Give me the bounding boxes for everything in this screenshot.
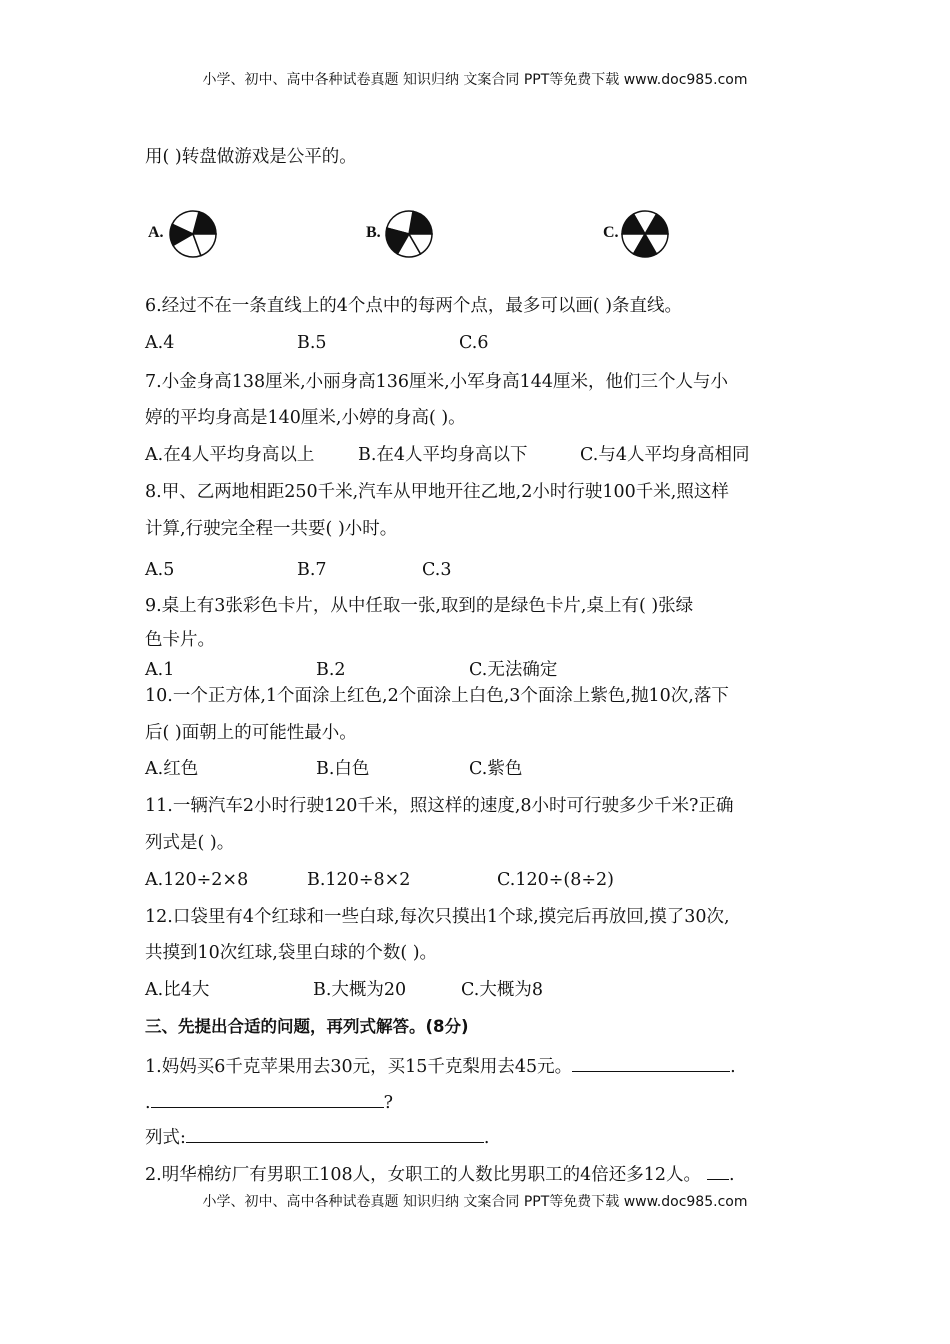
- q7-option-a: A.在4人平均身高以上: [145, 445, 315, 465]
- page-header: 小学、初中、高中各种试卷真题 知识归纳 文案合同 PPT等免费下载 www.doc985.com: [202, 72, 748, 88]
- problem-1-line2: [145, 1089, 393, 1115]
- q8-option-c: C.3: [422, 560, 452, 580]
- q10-option-c: C.紫色: [469, 759, 523, 779]
- q6-option-c: C.6: [459, 333, 489, 353]
- q9-option-b: B.2: [316, 660, 346, 680]
- q12-option-a: A.比4大: [145, 980, 210, 1000]
- q9-option-a: A.1: [145, 660, 175, 680]
- problem-1-formula-blank[interactable]: [186, 1124, 484, 1143]
- punct: .: [483, 1128, 490, 1148]
- q12-line2: 共摸到10次红球,袋里白球的个数( )。: [145, 943, 438, 963]
- punct: .: [145, 1093, 151, 1113]
- q6-option-a: A.4: [145, 333, 175, 353]
- q10-option-b: B.白色: [316, 759, 370, 779]
- punct: .: [730, 1057, 736, 1077]
- problem-1-formula: [145, 1124, 489, 1150]
- q6-text: 6.经过不在一条直线上的4个点中的每两个点，最多可以画( )条直线。: [145, 296, 683, 316]
- punct: .: [729, 1165, 735, 1185]
- q11-line2: 列式是( )。: [145, 833, 235, 853]
- q8-line1: 8.甲、乙两地相距250千米,汽车从甲地开往乙地,2小时行驶100千米,照这样: [145, 482, 729, 502]
- q11-option-b: B.120÷8×2: [307, 870, 411, 890]
- q10-line2: 后( )面朝上的可能性最小。: [145, 723, 357, 743]
- q7-line1: 7.小金身高138厘米,小丽身高136厘米,小军身高144厘米，他们三个人与小: [145, 372, 729, 392]
- q9-line1: 9.桌上有3张彩色卡片，从中任取一张,取到的是绿色卡片,桌上有( )张绿: [145, 596, 694, 616]
- page-footer: 小学、初中、高中各种试卷真题 知识归纳 文案合同 PPT等免费下载 www.doc985.com: [202, 1194, 748, 1210]
- q6-option-b: B.5: [297, 333, 327, 353]
- problem-1-text: 1.妈妈买6千克苹果用去30元，买15千克梨用去45元。: [145, 1057, 573, 1077]
- q9-option-c: C.无法确定: [469, 660, 558, 680]
- q7-option-c: C.与4人平均身高相同: [580, 445, 750, 465]
- q9-line2: 色卡片。: [145, 630, 215, 650]
- problem-2-line1: [145, 1161, 735, 1187]
- q11-option-c: C.120÷(8÷2): [497, 870, 614, 890]
- problem-2-answer-blank[interactable]: [707, 1161, 729, 1180]
- problem-1-answer-blank-2[interactable]: [151, 1089, 384, 1108]
- q8-option-a: A.5: [145, 560, 175, 580]
- q11-line1: 11.一辆汽车2小时行驶120千米，照这样的速度,8小时可行驶多少千米?正确: [145, 796, 734, 816]
- q10-line1: 10.一个正方体,1个面涂上红色,2个面涂上白色,3个面涂上紫色,抛10次,落下: [145, 686, 729, 706]
- q5-option-c: C.: [603, 224, 619, 241]
- q12-option-c: C.大概为8: [461, 980, 543, 1000]
- spinner-a-image: [167, 208, 219, 260]
- q5-text: 用( )转盘做游戏是公平的。: [145, 147, 357, 167]
- spinner-c-image: [619, 208, 671, 260]
- q7-option-b: B.在4人平均身高以下: [358, 445, 528, 465]
- problem-1-line1: [145, 1053, 736, 1079]
- q10-option-a: A.红色: [145, 759, 199, 779]
- section-3-title: 三、先提出合适的问题，再列式解答。(8分): [145, 1017, 469, 1036]
- q8-option-b: B.7: [297, 560, 327, 580]
- q12-line1: 12.口袋里有4个红球和一些白球,每次只摸出1个球,摸完后再放回,摸了30次,: [145, 907, 730, 927]
- spinner-b-image: [383, 208, 435, 260]
- q7-line2: 婷的平均身高是140厘米,小婷的身高( )。: [145, 408, 466, 428]
- q12-option-b: B.大概为20: [313, 980, 407, 1000]
- q8-line2: 计算,行驶完全程一共要( )小时。: [145, 519, 398, 539]
- problem-1-answer-blank-1[interactable]: [572, 1053, 730, 1072]
- punct: ?: [383, 1093, 393, 1113]
- q5-option-b: B.: [366, 224, 381, 241]
- formula-label: 列式:: [145, 1128, 186, 1148]
- q11-option-a: A.120÷2×8: [145, 870, 249, 890]
- problem-2-text: 2.明华棉纺厂有男职工108人，女职工的人数比男职工的4倍还多12人。: [145, 1165, 701, 1185]
- q5-option-a: A.: [148, 224, 164, 241]
